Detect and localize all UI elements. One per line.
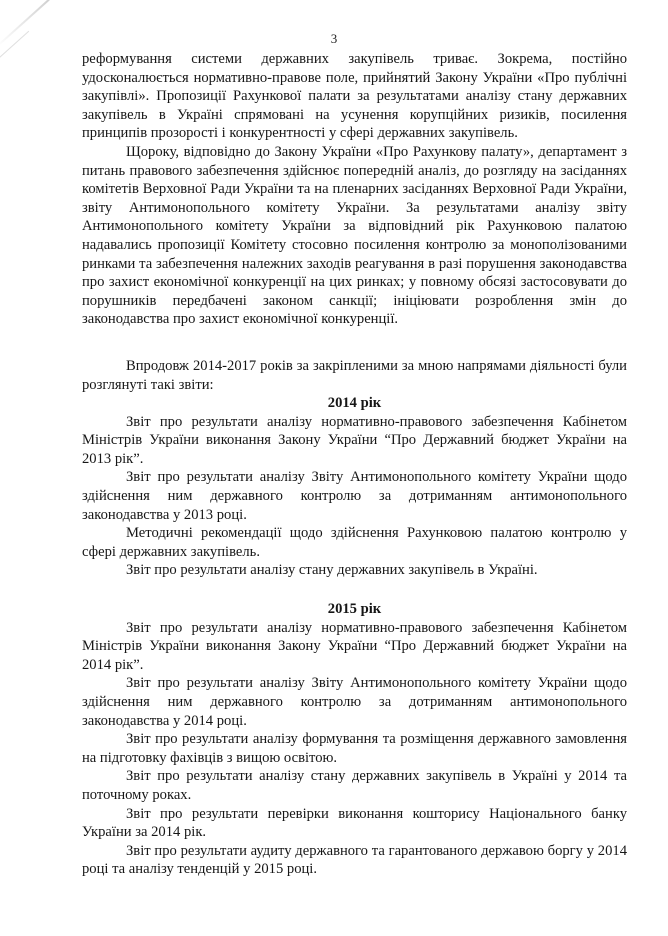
report-item: Звіт про результати аналізу Звіту Антимонопольного комітету України щодо здійснення ним державного контролю за дотриманням антимонопольного законодавства у 2013 році. (82, 469, 627, 523)
paragraph: реформування системи державних закупівель триває. Зокрема, постійно удосконалюється нормативно-правове поле, прийнятий Закону України «Про публічні закупівлі». Пропозиції Рахункової палати за результатами аналізу стану державних закупівель в Україні спрямовані на усунення корупційних ризиків, посилення принципів прозорості і конкурентності у сфері державних закупівель. (82, 51, 627, 142)
report-item: Звіт про результати перевірки виконання кошторису Національного банку України за 2014 рік. (82, 805, 627, 841)
page-number: 3 (330, 31, 338, 46)
report-item: Методичні рекомендації щодо здійснення Рахунковою палатою контролю у сфері державних закупівель. (82, 525, 627, 560)
paragraph: Щороку, відповідно до Закону України «Про Рахункову палату», департамент з питань правового забезпечення здійснює попередній аналіз, до розгляду на засіданнях комітетів Верховної Ради України та на пленарних засіданнях Верховної Ради України, звіту Антимонопольного комітету України. За результатами аналізу звіту Антимонопольного комітету України за відповідний рік Рахунковою палатою надавались пропозиції Комітету стосовно посилення контролю за монополізованими ринками та забезпечення належних заходів реагування в разі порушення законодавства про захист економічної конкуренції на цих ринках; у повному обсязі застосовувати до порушників передбачені законом санкції; ініціювати розроблення змін до законодавства про захист економічної конкуренції. (82, 143, 627, 328)
report-item: Звіт про результати аналізу нормативно-правового забезпечення Кабінетом Міністрів України виконання Закону України “Про Державний бюджет України на 2014 рік”. (82, 619, 627, 673)
report-item: Звіт про результати аналізу стану державних закупівель в Україні у 2014 та поточному роках. (82, 768, 627, 803)
year-heading-2014: 2014 рік (327, 395, 382, 412)
report-item: Звіт про результати аналізу Звіту Антимонопольного комітету України щодо здійснення ним державного контролю за дотриманням антимонопольного законодавства у 2014 році. (82, 675, 627, 729)
document-body (82, 50, 627, 879)
report-item: Звіт про результати аналізу формування та розміщення державного замовлення на підготовку фахівців з вищою освітою. (82, 731, 627, 766)
reports-intro: Впродовж 2014-2017 років за закріпленими за мною напрямами діяльності були розглянуті такі звіти: (82, 357, 627, 393)
report-item: Звіт про результати аналізу нормативно-правового забезпечення Кабінетом Міністрів України виконання Закону України “Про Державний бюджет України на 2013 рік”. (82, 413, 627, 467)
report-item: Звіт про результати аудиту державного та гарантованого державою боргу у 2014 році та аналізу тенденцій у 2015 році. (82, 842, 627, 878)
year-heading-2015: 2015 рік (327, 601, 382, 618)
report-item: Звіт про результати аналізу стану державних закупівель в Україні. (126, 562, 538, 579)
